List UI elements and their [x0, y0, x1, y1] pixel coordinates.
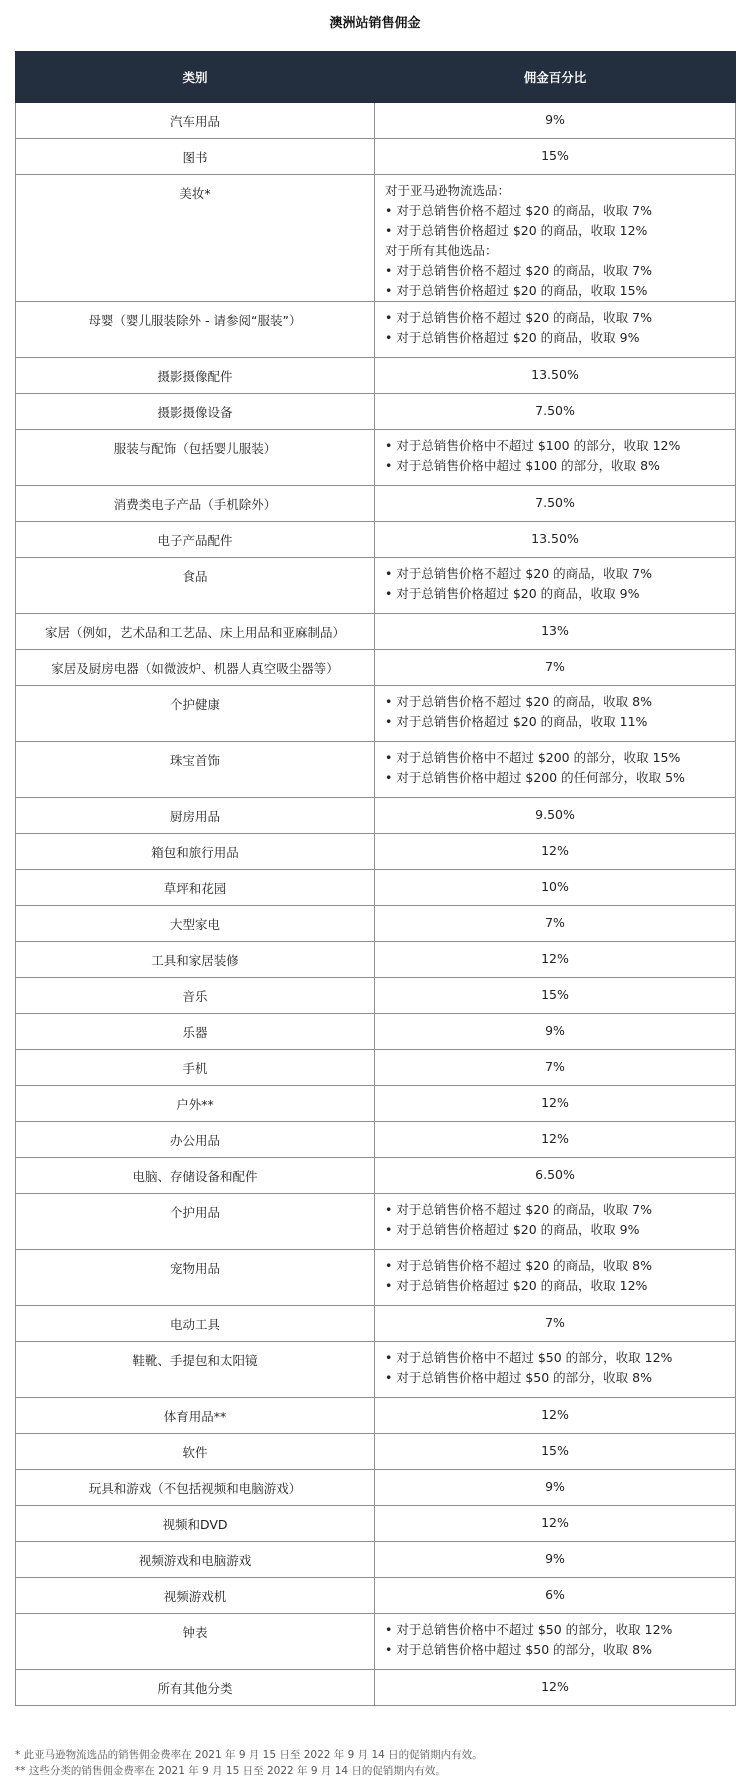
commission-cell: [375, 1250, 736, 1306]
category-cell: 美妆*: [16, 175, 375, 302]
commission-cell: [375, 430, 736, 486]
table-row: [16, 1506, 736, 1542]
commission-cell: [375, 870, 736, 906]
category-cell: 箱包和旅行用品: [16, 834, 375, 870]
category-column-header: 类别: [16, 52, 375, 103]
commission-cell: [375, 1050, 736, 1086]
commission-rate: 9%: [545, 1023, 565, 1038]
commission-rate: 12%: [541, 1515, 569, 1530]
commission-rule-line: • 对于总销售价格中超过 $50 的部分，收取 8%: [385, 1642, 652, 1657]
commission-cell: [375, 358, 736, 394]
table-row: [16, 1434, 736, 1470]
commission-rule-line: • 对于总销售价格超过 $20 的商品，收取 9%: [385, 1222, 640, 1237]
commission-rate: 9%: [545, 1479, 565, 1494]
commission-column-header: 佣金百分比: [375, 52, 736, 103]
commission-rule-line: • 对于总销售价格中超过 $100 的部分，收取 8%: [385, 458, 660, 473]
commission-rate: 13%: [541, 623, 569, 638]
commission-rate: 7%: [545, 915, 565, 930]
category-cell: 摄影摄像配件: [16, 358, 375, 394]
commission-cell: [375, 302, 736, 358]
commission-rate: 12%: [541, 1679, 569, 1694]
commission-rule-line: • 对于总销售价格超过 $20 的商品，收取 9%: [385, 330, 640, 345]
commission-rule-line: • 对于总销售价格超过 $20 的商品，收取 11%: [385, 714, 648, 729]
commission-rate: 13.50%: [531, 531, 579, 546]
table-row: [16, 103, 736, 139]
table-row: [16, 486, 736, 522]
commission-cell: [375, 558, 736, 614]
category-cell: 珠宝首饰: [16, 742, 375, 798]
footnote-beauty: * 此亚马逊物流选品的销售佣金费率在 2021 年 9 月 15 日至 2022 年 9 月 14 日的促销期内有效。: [15, 1749, 483, 1761]
table-row: [16, 1194, 736, 1250]
commission-rule-line: • 对于总销售价格超过 $20 的商品，收取 12%: [385, 1278, 648, 1293]
commission-rate: 7.50%: [535, 403, 575, 418]
table-row: [16, 1086, 736, 1122]
table-row: [16, 139, 736, 175]
category-cell: 户外**: [16, 1086, 375, 1122]
commission-rule-line: • 对于总销售价格中超过 $200 的任何部分，收取 5%: [385, 770, 685, 785]
commission-rate: 7%: [545, 1059, 565, 1074]
commission-rule-line: • 对于总销售价格超过 $20 的商品，收取 9%: [385, 586, 640, 601]
commission-cell: [375, 1158, 736, 1194]
commission-cell: [375, 1506, 736, 1542]
commission-cell: [375, 1434, 736, 1470]
table-row: [16, 1250, 736, 1306]
commission-cell: [375, 1122, 736, 1158]
commission-table: [15, 51, 736, 1706]
category-cell: 摄影摄像设备: [16, 394, 375, 430]
category-cell: 消费类电子产品（手机除外）: [16, 486, 375, 522]
commission-cell: [375, 1614, 736, 1670]
category-cell: 宠物用品: [16, 1250, 375, 1306]
category-cell: 草坪和花园: [16, 870, 375, 906]
commission-rule-line: • 对于总销售价格超过 $20 的商品，收取 12%: [385, 223, 648, 238]
table-row: [16, 906, 736, 942]
commission-cell: [375, 1306, 736, 1342]
category-cell: 电动工具: [16, 1306, 375, 1342]
category-cell: 服装与配饰（包括婴儿服装）: [16, 430, 375, 486]
table-row: [16, 834, 736, 870]
commission-cell: [375, 1470, 736, 1506]
commission-rate: 12%: [541, 1095, 569, 1110]
category-cell: 电子产品配件: [16, 522, 375, 558]
commission-rule-line: • 对于总销售价格中不超过 $50 的部分，收取 12%: [385, 1622, 673, 1637]
commission-cell: [375, 906, 736, 942]
table-row: [16, 1542, 736, 1578]
table-row: [16, 798, 736, 834]
commission-rate: 6.50%: [535, 1167, 575, 1182]
category-cell: 鞋靴、手提包和太阳镜: [16, 1342, 375, 1398]
category-cell: 视频游戏和电脑游戏: [16, 1542, 375, 1578]
category-cell: 汽车用品: [16, 103, 375, 139]
commission-rate: 7%: [545, 1315, 565, 1330]
table-row: [16, 1158, 736, 1194]
commission-cell: [375, 798, 736, 834]
table-row: [16, 742, 736, 798]
commission-rate: 12%: [541, 843, 569, 858]
commission-cell: [375, 614, 736, 650]
table-row: [16, 1050, 736, 1086]
table-row: [16, 1470, 736, 1506]
commission-rate: 9%: [545, 1551, 565, 1566]
commission-cell: [375, 742, 736, 798]
table-row: [16, 1122, 736, 1158]
commission-rate: 15%: [541, 1443, 569, 1458]
category-cell: 办公用品: [16, 1122, 375, 1158]
category-cell: 家居（例如，艺术品和工艺品、床上用品和亚麻制品）: [16, 614, 375, 650]
table-row: [16, 430, 736, 486]
commission-cell: [375, 1578, 736, 1614]
category-cell: 图书: [16, 139, 375, 175]
commission-rule-line: • 对于总销售价格中不超过 $200 的部分，收取 15%: [385, 750, 681, 765]
table-row: [16, 394, 736, 430]
commission-rule-line: • 对于总销售价格不超过 $20 的商品，收取 7%: [385, 566, 652, 581]
commission-rule-line: • 对于总销售价格不超过 $20 的商品，收取 8%: [385, 694, 652, 709]
commission-cell: [375, 1194, 736, 1250]
table-row: [16, 1578, 736, 1614]
commission-cell: [375, 978, 736, 1014]
commission-rule-line: 对于亚马逊物流选品：: [385, 183, 511, 198]
table-header-row: [16, 52, 736, 103]
table-row: [16, 686, 736, 742]
table-row: [16, 558, 736, 614]
table-row: [16, 358, 736, 394]
category-cell: 电脑、存储设备和配件: [16, 1158, 375, 1194]
category-cell: 体育用品**: [16, 1398, 375, 1434]
page-title: 澳洲站销售佣金: [329, 16, 421, 31]
commission-rate: 10%: [541, 879, 569, 894]
category-cell: 个护健康: [16, 686, 375, 742]
commission-rule-line: • 对于总销售价格不超过 $20 的商品，收取 7%: [385, 1202, 652, 1217]
commission-rate: 9.50%: [535, 807, 575, 822]
commission-cell: [375, 834, 736, 870]
table-row: [16, 1014, 736, 1050]
commission-cell: [375, 103, 736, 139]
table-row: [16, 522, 736, 558]
category-cell: 工具和家居装修: [16, 942, 375, 978]
commission-rate: 15%: [541, 987, 569, 1002]
table-row: [16, 1398, 736, 1434]
commission-rate: 12%: [541, 951, 569, 966]
category-cell: 视频游戏机: [16, 1578, 375, 1614]
table-row: [16, 1306, 736, 1342]
category-cell: 母婴（婴儿服装除外 - 请参阅“服装”）: [16, 302, 375, 358]
table-row: [16, 650, 736, 686]
table-row: [16, 978, 736, 1014]
table-row: [16, 1670, 736, 1706]
table-row: [16, 175, 736, 302]
commission-cell: [375, 686, 736, 742]
category-cell: 食品: [16, 558, 375, 614]
commission-cell: [375, 522, 736, 558]
category-cell: 钟表: [16, 1614, 375, 1670]
commission-cell: [375, 175, 736, 302]
commission-rule-line: • 对于总销售价格中超过 $50 的部分，收取 8%: [385, 1370, 652, 1385]
category-cell: 厨房用品: [16, 798, 375, 834]
commission-cell: [375, 1398, 736, 1434]
commission-cell: [375, 1086, 736, 1122]
table-row: [16, 1342, 736, 1398]
commission-cell: [375, 139, 736, 175]
footnote-categories: ** 这些分类的销售佣金费率在 2021 年 9 月 15 日至 2022 年 9 月 14 日的促销期内有效。: [15, 1765, 446, 1777]
commission-rate: 12%: [541, 1407, 569, 1422]
table-row: [16, 302, 736, 358]
table-row: [16, 614, 736, 650]
commission-rule-line: • 对于总销售价格不超过 $20 的商品，收取 7%: [385, 203, 652, 218]
commission-cell: [375, 650, 736, 686]
footnotes: [15, 1747, 483, 1779]
category-cell: 音乐: [16, 978, 375, 1014]
commission-rule-line: • 对于总销售价格不超过 $20 的商品，收取 7%: [385, 310, 652, 325]
category-cell: 乐器: [16, 1014, 375, 1050]
commission-cell: [375, 942, 736, 978]
category-cell: 家居及厨房电器（如微波炉、机器人真空吸尘器等）: [16, 650, 375, 686]
category-cell: 个护用品: [16, 1194, 375, 1250]
commission-rate: 13.50%: [531, 367, 579, 382]
commission-cell: [375, 1014, 736, 1050]
category-cell: 玩具和游戏（不包括视频和电脑游戏）: [16, 1470, 375, 1506]
commission-cell: [375, 1670, 736, 1706]
commission-rate: 7%: [545, 659, 565, 674]
category-cell: 视频和DVD: [16, 1506, 375, 1542]
commission-rule-line: • 对于总销售价格超过 $20 的商品，收取 15%: [385, 283, 648, 298]
commission-rate: 9%: [545, 112, 565, 127]
commission-cell: [375, 394, 736, 430]
commission-cell: [375, 1342, 736, 1398]
commission-rate: 15%: [541, 148, 569, 163]
commission-cell: [375, 1542, 736, 1578]
commission-rule-line: • 对于总销售价格不超过 $20 的商品，收取 7%: [385, 263, 652, 278]
table-body: [16, 103, 736, 1706]
table-row: [16, 1614, 736, 1670]
commission-rate: 6%: [545, 1587, 565, 1602]
commission-rate: 12%: [541, 1131, 569, 1146]
table-row: [16, 942, 736, 978]
commission-rate: 7.50%: [535, 495, 575, 510]
category-cell: 大型家电: [16, 906, 375, 942]
commission-rule-line: • 对于总销售价格中不超过 $100 的部分，收取 12%: [385, 438, 681, 453]
commission-rule-line: 对于所有其他选品：: [385, 243, 498, 258]
commission-rule-line: • 对于总销售价格不超过 $20 的商品，收取 8%: [385, 1258, 652, 1273]
commission-cell: [375, 486, 736, 522]
commission-rule-line: • 对于总销售价格中不超过 $50 的部分，收取 12%: [385, 1350, 673, 1365]
category-cell: 手机: [16, 1050, 375, 1086]
category-cell: 软件: [16, 1434, 375, 1470]
table-row: [16, 870, 736, 906]
category-cell: 所有其他分类: [16, 1670, 375, 1706]
